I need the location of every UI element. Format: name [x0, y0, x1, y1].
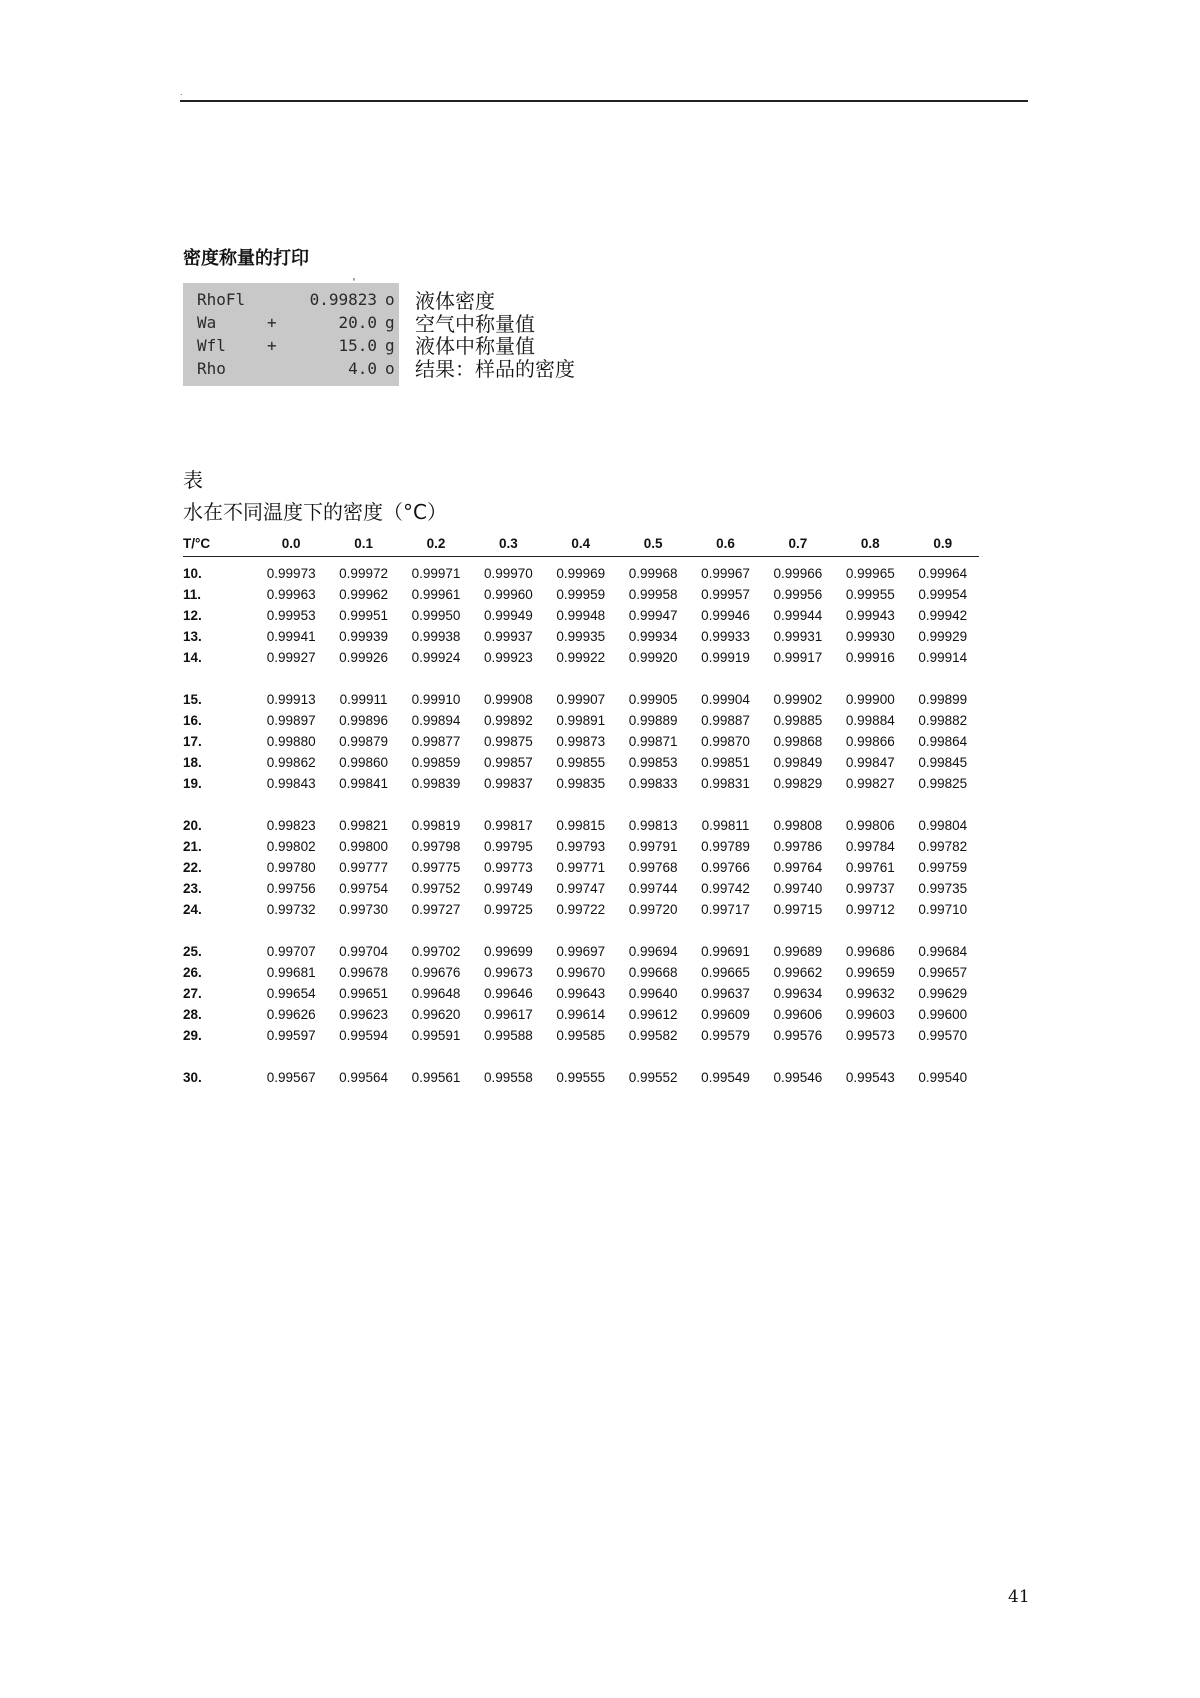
density-cell: 0.99659 — [845, 965, 895, 980]
density-cell: 0.99813 — [628, 818, 678, 833]
density-cell: 0.99588 — [483, 1028, 533, 1043]
density-cell: 0.99879 — [339, 734, 388, 749]
density-cell: 0.99884 — [845, 713, 895, 728]
density-cell: 0.99934 — [628, 629, 678, 644]
density-cell: 0.99955 — [845, 587, 895, 602]
density-cell: 0.99646 — [483, 986, 533, 1001]
density-cell: 0.99929 — [918, 629, 968, 644]
density-cell: 0.99935 — [556, 629, 606, 644]
density-cell: 0.99567 — [266, 1070, 316, 1085]
density-cell: 0.99941 — [266, 629, 316, 644]
table-row — [183, 557, 979, 585]
printout-value: 4.0 — [348, 359, 377, 378]
density-cell: 0.99944 — [773, 608, 823, 623]
density-cell: 0.99744 — [628, 881, 678, 896]
density-cell: 0.99576 — [773, 1028, 823, 1043]
density-cell: 0.99956 — [773, 587, 823, 602]
density-cell: 0.99634 — [773, 986, 823, 1001]
density-cell: 0.99720 — [628, 902, 678, 917]
printout-unit: g — [385, 336, 395, 355]
density-cell: 0.99959 — [556, 587, 606, 602]
density-cell: 0.99600 — [918, 1007, 968, 1022]
density-cell: 0.99789 — [701, 839, 750, 854]
density-cell: 0.99773 — [483, 860, 533, 875]
column-header-temperature: T/°C — [183, 530, 255, 557]
density-cell: 0.99946 — [701, 608, 750, 623]
density-cell: 0.99851 — [701, 755, 750, 770]
density-cell: 0.99670 — [556, 965, 606, 980]
printout-value: 20.0 — [338, 313, 377, 332]
density-cell: 0.99662 — [773, 965, 823, 980]
density-cell: 0.99958 — [628, 587, 678, 602]
density-cell: 0.99561 — [411, 1070, 461, 1085]
density-cell: 0.99811 — [701, 818, 750, 833]
table-row — [183, 731, 979, 752]
printout-label: Wfl — [197, 336, 226, 355]
density-cell: 0.99951 — [339, 608, 388, 623]
density-cell: 0.99764 — [773, 860, 823, 875]
density-cell: 0.99835 — [556, 776, 606, 791]
density-cell: 0.99637 — [701, 986, 750, 1001]
table-row — [183, 962, 979, 983]
density-cell: 0.99910 — [411, 692, 461, 707]
density-cell: 0.99791 — [628, 839, 678, 854]
density-cell: 0.99657 — [918, 965, 968, 980]
density-cell: 0.99555 — [556, 1070, 606, 1085]
density-cell: 0.99737 — [845, 881, 895, 896]
density-cell: 0.99784 — [845, 839, 895, 854]
printout-label: RhoFl — [197, 290, 246, 309]
density-cell: 0.99889 — [628, 713, 678, 728]
density-cell: 0.99950 — [411, 608, 461, 623]
density-cell: 0.99871 — [628, 734, 678, 749]
density-cell: 0.99961 — [411, 587, 461, 602]
density-cell: 0.99900 — [845, 692, 895, 707]
printout-box — [183, 277, 399, 386]
density-cell: 0.99804 — [918, 818, 968, 833]
density-cell: 0.99908 — [483, 692, 533, 707]
density-cell: 0.99546 — [773, 1070, 823, 1085]
density-cell: 0.99843 — [266, 776, 316, 791]
density-cell: 0.99648 — [411, 986, 461, 1001]
density-cell: 0.99543 — [845, 1070, 895, 1085]
density-cell: 0.99620 — [411, 1007, 461, 1022]
density-cell: 0.99845 — [918, 755, 968, 770]
density-cell: 0.99603 — [845, 1007, 895, 1022]
density-cell: 0.99756 — [266, 881, 316, 896]
density-cell: 0.99815 — [556, 818, 606, 833]
density-cell: 0.99717 — [701, 902, 750, 917]
density-cell: 0.99857 — [483, 755, 533, 770]
density-cell: 0.99868 — [773, 734, 823, 749]
density-cell: 0.99802 — [266, 839, 316, 854]
density-cell: 0.99870 — [701, 734, 750, 749]
density-cell: 0.99771 — [556, 860, 606, 875]
temperature-cell: 18. — [183, 755, 202, 770]
density-cell: 0.99684 — [918, 944, 968, 959]
temperature-cell: 26. — [183, 965, 202, 980]
density-cell: 0.99754 — [339, 881, 388, 896]
density-cell: 0.99777 — [339, 860, 388, 875]
density-cell: 0.99967 — [701, 566, 750, 581]
table-row — [183, 857, 979, 878]
temperature-cell: 13. — [183, 629, 202, 644]
density-cell: 0.99855 — [556, 755, 606, 770]
table-row — [183, 1004, 979, 1025]
table-row — [183, 983, 979, 1004]
density-cell: 0.99899 — [918, 692, 968, 707]
density-cell: 0.99839 — [411, 776, 461, 791]
printout-value: 0.99823 — [309, 290, 377, 309]
temperature-cell: 16. — [183, 713, 202, 728]
section-title: 密度称量的打印 — [183, 248, 309, 269]
density-cell: 0.99573 — [845, 1028, 895, 1043]
density-cell: 0.99965 — [845, 566, 895, 581]
density-cell: 0.99697 — [556, 944, 606, 959]
temperature-cell: 28. — [183, 1007, 202, 1022]
table-body — [183, 557, 979, 1089]
density-cell: 0.99966 — [773, 566, 823, 581]
density-cell: 0.99860 — [339, 755, 388, 770]
density-cell: 0.99866 — [845, 734, 895, 749]
density-cell: 0.99964 — [918, 566, 968, 581]
density-cell: 0.99837 — [483, 776, 533, 791]
density-cell: 0.99795 — [483, 839, 533, 854]
printout-value: 15.0 — [338, 336, 377, 355]
density-cell: 0.99806 — [845, 818, 895, 833]
printout-descriptions — [415, 290, 575, 380]
density-cell: 0.99968 — [628, 566, 678, 581]
printout-sign: + — [267, 336, 277, 355]
density-cell: 0.99564 — [339, 1070, 388, 1085]
density-cell: 0.99752 — [411, 881, 461, 896]
temperature-cell: 25. — [183, 944, 202, 959]
density-cell: 0.99768 — [628, 860, 678, 875]
density-cell: 0.99949 — [483, 608, 533, 623]
description-line: 空气中称量值 — [415, 311, 535, 336]
density-cell: 0.99894 — [411, 713, 461, 728]
density-cell: 0.99654 — [266, 986, 316, 1001]
density-cell: 0.99817 — [483, 818, 533, 833]
density-cell: 0.99749 — [483, 881, 533, 896]
printout-unit: o — [385, 290, 395, 309]
density-cell: 0.99862 — [266, 755, 316, 770]
density-cell: 0.99819 — [411, 818, 461, 833]
density-cell: 0.99558 — [483, 1070, 533, 1085]
temperature-cell: 15. — [183, 692, 202, 707]
density-cell: 0.99710 — [918, 902, 968, 917]
temperature-cell: 20. — [183, 818, 202, 833]
density-cell: 0.99916 — [845, 650, 895, 665]
density-cell: 0.99938 — [411, 629, 461, 644]
description-line: 液体中称量值 — [415, 334, 535, 358]
density-cell: 0.99885 — [773, 713, 823, 728]
density-cell: 0.99676 — [411, 965, 461, 980]
column-header: 0.1 — [327, 530, 399, 557]
density-cell: 0.99930 — [845, 629, 895, 644]
temperature-cell: 14. — [183, 650, 202, 665]
density-cell: 0.99892 — [483, 713, 533, 728]
table-row — [183, 752, 979, 773]
temperature-cell: 11. — [183, 587, 202, 602]
table-row — [183, 794, 979, 836]
temperature-cell: 29. — [183, 1028, 202, 1043]
density-cell: 0.99927 — [266, 650, 316, 665]
density-cell: 0.99735 — [918, 881, 968, 896]
table-header-row — [183, 530, 979, 557]
density-cell: 0.99540 — [918, 1070, 968, 1085]
density-cell: 0.99924 — [411, 650, 461, 665]
density-cell: 0.99907 — [556, 692, 606, 707]
temperature-cell: 22. — [183, 860, 202, 875]
density-cell: 0.99673 — [483, 965, 533, 980]
density-cell: 0.99681 — [266, 965, 316, 980]
density-cell: 0.99847 — [845, 755, 895, 770]
density-cell: 0.99937 — [483, 629, 533, 644]
table-row — [183, 920, 979, 962]
density-cell: 0.99914 — [918, 650, 968, 665]
density-table — [183, 530, 979, 1088]
density-cell: 0.99897 — [266, 713, 316, 728]
table-row — [183, 584, 979, 605]
table-row — [183, 836, 979, 857]
description-line: 液体密度 — [415, 289, 495, 313]
printout-label: Wa — [197, 313, 217, 332]
density-cell: 0.99798 — [411, 839, 461, 854]
table-row — [183, 710, 979, 731]
density-cell: 0.99591 — [411, 1028, 461, 1043]
density-cell: 0.99582 — [628, 1028, 678, 1043]
density-cell: 0.99761 — [845, 860, 895, 875]
column-header: 0.9 — [907, 530, 979, 557]
density-cell: 0.99759 — [918, 860, 968, 875]
density-cell: 0.99678 — [339, 965, 388, 980]
density-cell: 0.99825 — [918, 776, 968, 791]
density-cell: 0.99948 — [556, 608, 606, 623]
header-rule — [180, 100, 1028, 102]
density-cell: 0.99859 — [411, 755, 461, 770]
column-header: 0.4 — [545, 530, 617, 557]
density-cell: 0.99875 — [483, 734, 533, 749]
temperature-cell: 17. — [183, 734, 202, 749]
density-cell: 0.99691 — [701, 944, 750, 959]
density-cell: 0.99891 — [556, 713, 606, 728]
table-row — [183, 605, 979, 626]
density-cell: 0.99579 — [701, 1028, 750, 1043]
density-cell: 0.99939 — [339, 629, 388, 644]
density-cell: 0.99962 — [339, 587, 388, 602]
temperature-cell: 10. — [183, 566, 202, 581]
table-row — [183, 626, 979, 647]
density-cell: 0.99712 — [845, 902, 895, 917]
density-cell: 0.99831 — [701, 776, 750, 791]
density-cell: 0.99970 — [483, 566, 533, 581]
density-cell: 0.99887 — [701, 713, 750, 728]
printout-tick: ' — [351, 277, 358, 288]
temperature-cell: 27. — [183, 986, 202, 1001]
density-cell: 0.99960 — [483, 587, 533, 602]
density-cell: 0.99707 — [266, 944, 316, 959]
density-cell: 0.99823 — [266, 818, 316, 833]
density-cell: 0.99953 — [266, 608, 316, 623]
density-cell: 0.99853 — [628, 755, 678, 770]
density-cell: 0.99957 — [701, 587, 750, 602]
description-line: 结果：样品的密度 — [415, 356, 575, 381]
density-cell: 0.99606 — [773, 1007, 823, 1022]
temperature-cell: 24. — [183, 902, 202, 917]
density-cell: 0.99632 — [845, 986, 895, 1001]
density-cell: 0.99715 — [773, 902, 823, 917]
density-cell: 0.99827 — [845, 776, 895, 791]
density-cell: 0.99923 — [483, 650, 533, 665]
density-cell: 0.99780 — [266, 860, 316, 875]
density-cell: 0.99800 — [339, 839, 388, 854]
density-cell: 0.99549 — [701, 1070, 750, 1085]
temperature-cell: 12. — [183, 608, 202, 623]
density-cell: 0.99972 — [339, 566, 388, 581]
density-cell: 0.99609 — [701, 1007, 750, 1022]
density-cell: 0.99877 — [411, 734, 461, 749]
density-cell: 0.99730 — [339, 902, 388, 917]
density-cell: 0.99689 — [773, 944, 823, 959]
density-cell: 0.99702 — [411, 944, 461, 959]
table-row — [183, 878, 979, 899]
temperature-cell: 23. — [183, 881, 202, 896]
density-cell: 0.99623 — [339, 1007, 388, 1022]
density-cell: 0.99570 — [918, 1028, 968, 1043]
density-cell: 0.99782 — [918, 839, 968, 854]
density-cell: 0.99597 — [266, 1028, 316, 1043]
density-cell: 0.99902 — [773, 692, 823, 707]
density-cell: 0.99651 — [339, 986, 388, 1001]
density-cell: 0.99942 — [918, 608, 968, 623]
column-header: 0.8 — [834, 530, 906, 557]
density-cell: 0.99629 — [918, 986, 968, 1001]
table-row — [183, 773, 979, 794]
density-cell: 0.99626 — [266, 1007, 316, 1022]
table-row — [183, 668, 979, 710]
density-cell: 0.99686 — [845, 944, 895, 959]
density-cell: 0.99864 — [918, 734, 968, 749]
density-cell: 0.99808 — [773, 818, 823, 833]
density-cell: 0.99920 — [628, 650, 678, 665]
density-cell: 0.99704 — [339, 944, 388, 959]
density-cell: 0.99841 — [339, 776, 388, 791]
table-row — [183, 1046, 979, 1088]
density-cell: 0.99727 — [411, 902, 461, 917]
density-cell: 0.99740 — [773, 881, 823, 896]
column-header: 0.0 — [255, 530, 327, 557]
density-cell: 0.99694 — [628, 944, 678, 959]
density-cell: 0.99829 — [773, 776, 823, 791]
column-header: 0.2 — [400, 530, 472, 557]
density-cell: 0.99971 — [411, 566, 461, 581]
density-cell: 0.99905 — [628, 692, 678, 707]
density-cell: 0.99904 — [701, 692, 750, 707]
density-cell: 0.99552 — [628, 1070, 678, 1085]
printout-unit: o — [385, 359, 395, 378]
table-title: 水在不同温度下的密度（°C） — [183, 500, 447, 524]
density-cell: 0.99617 — [483, 1007, 533, 1022]
density-cell: 0.99933 — [701, 629, 750, 644]
printout-sign: + — [267, 313, 277, 332]
density-cell: 0.99732 — [266, 902, 316, 917]
density-cell: 0.99665 — [701, 965, 750, 980]
density-cell: 0.99699 — [483, 944, 533, 959]
density-cell: 0.99775 — [411, 860, 461, 875]
density-cell: 0.99922 — [556, 650, 606, 665]
density-cell: 0.99833 — [628, 776, 678, 791]
density-cell: 0.99947 — [628, 608, 678, 623]
density-cell: 0.99725 — [483, 902, 533, 917]
density-cell: 0.99882 — [918, 713, 968, 728]
density-cell: 0.99896 — [339, 713, 388, 728]
density-cell: 0.99668 — [628, 965, 678, 980]
density-cell: 0.99594 — [339, 1028, 388, 1043]
density-cell: 0.99943 — [845, 608, 895, 623]
density-cell: 0.99643 — [556, 986, 606, 1001]
table-row — [183, 899, 979, 920]
density-cell: 0.99917 — [773, 650, 823, 665]
table-row — [183, 1025, 979, 1046]
header-mark: . — [180, 88, 183, 97]
page-number: 41 — [1008, 1587, 1030, 1607]
density-cell: 0.99793 — [556, 839, 606, 854]
temperature-cell: 19. — [183, 776, 202, 791]
density-cell: 0.99766 — [701, 860, 750, 875]
printout-unit: g — [385, 313, 395, 332]
density-cell: 0.99969 — [556, 566, 606, 581]
density-cell: 0.99913 — [266, 692, 316, 707]
density-cell: 0.99919 — [701, 650, 750, 665]
density-cell: 0.99911 — [339, 692, 388, 707]
density-cell: 0.99973 — [266, 566, 316, 581]
density-cell: 0.99849 — [773, 755, 823, 770]
column-header: 0.3 — [472, 530, 544, 557]
density-cell: 0.99614 — [556, 1007, 606, 1022]
temperature-cell: 21. — [183, 839, 202, 854]
density-cell: 0.99742 — [701, 881, 750, 896]
density-cell: 0.99880 — [266, 734, 316, 749]
density-cell: 0.99926 — [339, 650, 388, 665]
column-header: 0.5 — [617, 530, 689, 557]
column-header: 0.6 — [689, 530, 761, 557]
density-cell: 0.99821 — [339, 818, 388, 833]
temperature-cell: 30. — [183, 1070, 202, 1085]
column-header: 0.7 — [762, 530, 834, 557]
density-cell: 0.99640 — [628, 986, 678, 1001]
density-cell: 0.99747 — [556, 881, 606, 896]
printout-label: Rho — [197, 359, 226, 378]
density-cell: 0.99873 — [556, 734, 606, 749]
density-cell: 0.99585 — [556, 1028, 606, 1043]
density-cell: 0.99963 — [266, 587, 316, 602]
density-cell: 0.99931 — [773, 629, 823, 644]
density-cell: 0.99722 — [556, 902, 606, 917]
density-cell: 0.99612 — [628, 1007, 678, 1022]
table-row — [183, 647, 979, 668]
density-cell: 0.99954 — [918, 587, 968, 602]
density-cell: 0.99786 — [773, 839, 823, 854]
table-label: 表 — [183, 468, 203, 492]
